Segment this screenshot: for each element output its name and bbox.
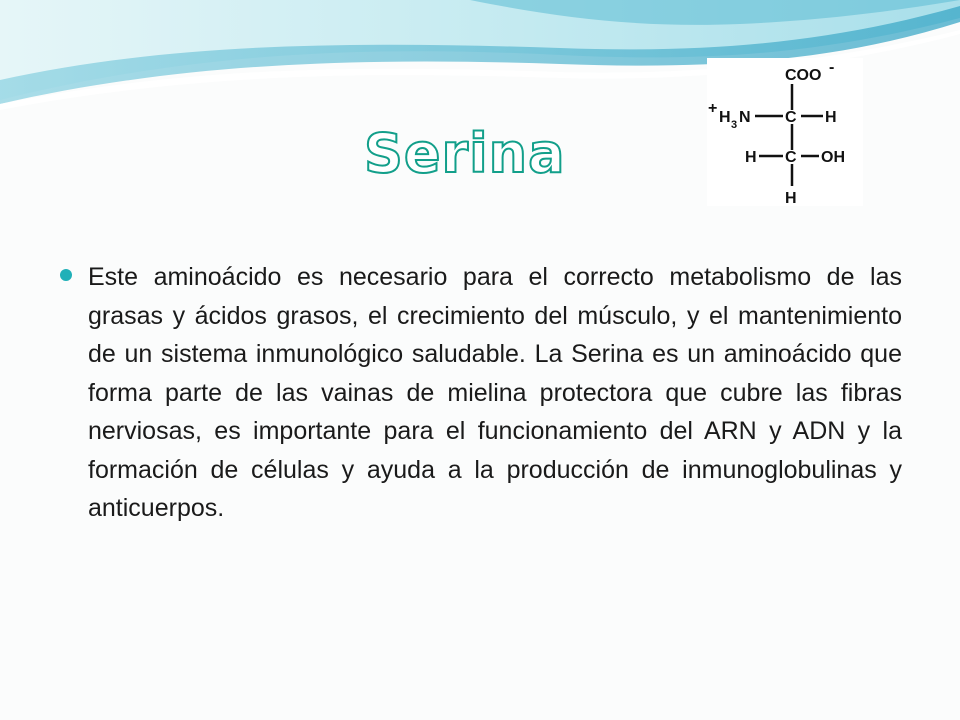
carboxylate-charge: - <box>829 59 835 76</box>
serine-structure-diagram <box>707 58 863 206</box>
slide-title: Serina <box>364 122 566 185</box>
bullet-paragraph: Este aminoácido es necesario para el correcto metabolismo de las grasas y ácidos grasos, el crecimiento del músculo, y el mantenimiento de un sistema inmunológico saludable. La Serina es un aminoácido que forma parte de las vainas de mielina protectora que cubre las fibras nerviosas, es importante para el funcionamiento del ARN y ADN y la formación de células y ayuda a la producción de inmunoglobulinas y anticuerpos. <box>88 263 902 522</box>
left-hydrogen: H <box>745 149 757 166</box>
bullet-item <box>60 258 902 598</box>
right-hydrogen: H <box>825 109 837 126</box>
carboxylate-label: COO <box>785 67 822 84</box>
bottom-hydrogen: H <box>785 190 797 206</box>
amine-subscript: 3 <box>731 119 738 131</box>
amine-h: H <box>719 109 731 126</box>
amine-charge: + <box>708 100 718 117</box>
alpha-carbon: C <box>785 109 797 126</box>
hydroxyl-group: OH <box>821 149 845 166</box>
beta-carbon: C <box>785 149 797 166</box>
amine-n: N <box>739 109 751 126</box>
bullet-icon <box>60 269 72 281</box>
